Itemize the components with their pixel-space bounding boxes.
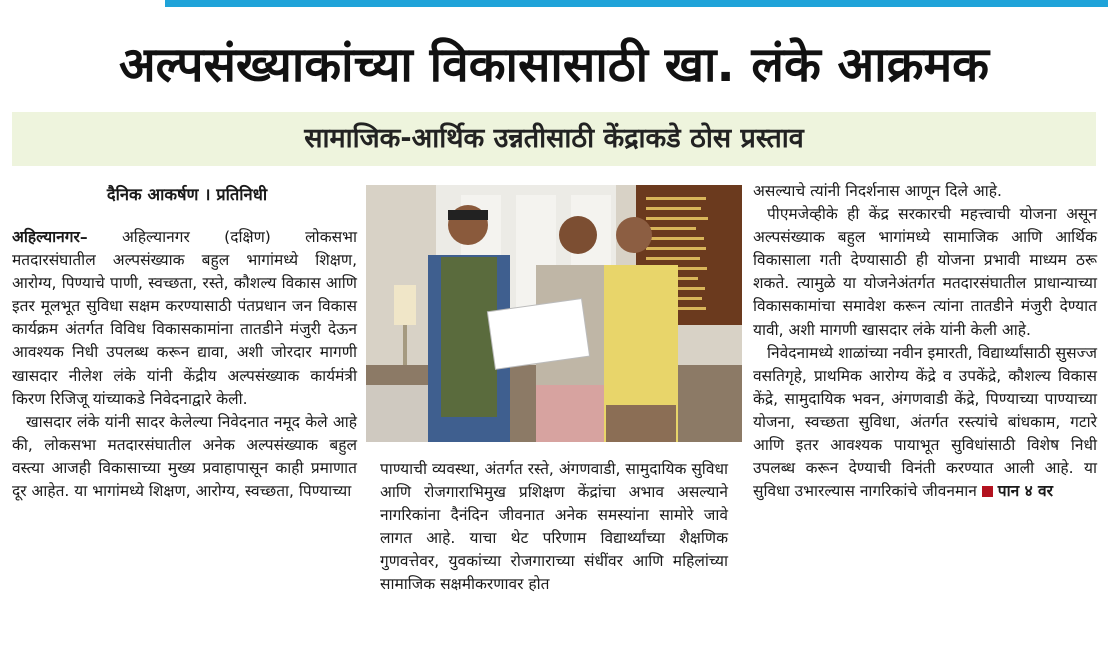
square-bullet-icon <box>982 486 993 497</box>
top-accent-bar <box>165 0 1108 7</box>
paragraph: पाण्याची व्यवस्था, अंतर्गत रस्ते, अंगणवाडी, सामुदायिक सुविधा आणि रोजगाराभिमुख प्रशिक्षण केंद्रांचा अभाव असल्याने नागरिकांना दैनंदिन जीवनात अनेक समस्यांना सामोरे जावे लागत आहे. याचा थेट परिणाम विद्यार्थ्यांच्या शैक्षणिक गुणवत्तेवर, युवकांच्या रोजगाराच्या संधींवर आणि महिलांच्या सामाजिक सक्षमीकरणावर होत <box>380 460 728 594</box>
paragraph <box>753 342 1097 504</box>
paragraph-text: अहिल्यानगर (दक्षिण) लोकसभा मतदारसंघातील अल्पसंख्याक बहुल भागांमध्ये शिक्षण, आरोग्य, पिण्याचे पाणी, स्वच्छता, रस्ते, कौशल्य विकास आणि इतर मूलभूत सुविधा सक्षम करण्यासाठी पंतप्रधान जन विकास कार्यक्रम अंतर्गत विविध विकासकामांना तातडीने मंजुरी देऊन आवश्यक निधी उपलब्ध करून द्यावा, अशी जोरदार मागणी खासदार नीलेश लंके यांनी केंद्रीय अल्पसंख्याक कार्यमंत्री किरण रिजिजू यांच्याकडे निवेदनाद्वारे केली. <box>12 228 357 408</box>
paragraph <box>12 226 357 411</box>
news-photo <box>366 185 742 442</box>
paragraph-text: निवेदनामध्ये शाळांच्या नवीन इमारती, विद्यार्थ्यांसाठी सुसज्ज वसतिगृहे, प्राथमिक आरोग्य केंद्रे व उपकेंद्रे, कौशल्य विकास केंद्रे, सामुदायिक भवन, अंगणवाडी केंद्रे, पिण्याच्या पाण्याच्या योजना, स्वच्छता सुविधा, अंतर्गत रस्त्यांचे बांधकाम, गटारे आणि इतर आवश्यक पायाभूत सुविधांसाठी विशेष निधी उपलब्ध करून देण्याची विनंती करण्यात आली आहे. या सुविधा उभारल्यास नागरिकांचे जीवनमान <box>753 343 1097 501</box>
paragraph: पीएमजेव्हीके ही केंद्र सरकारची महत्त्वाची योजना असून अल्पसंख्याक बहुल भागांमध्ये सामाजिक आणि आर्थिक विकासाला गती देण्यासाठी ही योजना प्रभावी माध्यम ठरू शकते. त्यामुळे या योजनेअंतर्गत मतदारसंघातील प्राधान्याच्या विकासकामांचा समावेश करून त्यांना तातडीने मंजुरी देण्यात यावी, अशी मागणी खासदार लंके यांनी केली आहे. <box>753 205 1097 339</box>
article-column-1 <box>12 226 357 503</box>
continued-label: पान ४ वर <box>997 482 1054 501</box>
continued-marker[interactable] <box>982 482 1053 500</box>
headline: अल्पसंख्याकांच्या विकासासाठी खा. लंके आक्रमक <box>118 37 990 93</box>
paragraph: खासदार लंके यांनी सादर केलेल्या निवेदनात नमूद केले आहे की, लोकसभा मतदारसंघातील अनेक अल्पसंख्याक बहुल वस्त्या आजही विकासाच्या मुख्य प्रवाहापासून काही प्रमाणात दूर आहेत. या भागांमध्ये शिक्षण, आरोग्य, स्वच्छता, पिण्याच्या <box>12 412 357 501</box>
byline: दैनिक आकर्षण । प्रतिनिधी <box>106 185 268 204</box>
subheadline: सामाजिक-आर्थिक उन्नतीसाठी केंद्राकडे ठोस प्रस्ताव <box>304 123 804 154</box>
article-column-3 <box>753 180 1097 503</box>
article-column-2 <box>380 458 728 597</box>
paragraph: असल्याचे त्यांनी निदर्शनास आणून दिले आहे. <box>753 182 1002 200</box>
dateline: अहिल्यानगर– <box>12 228 88 246</box>
photo-illustration <box>366 185 742 442</box>
